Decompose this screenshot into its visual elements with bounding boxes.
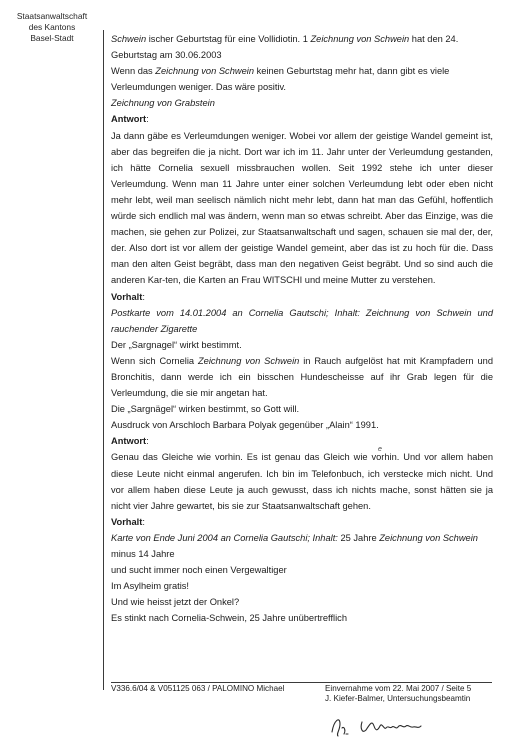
header-line-1: Staatsanwaltschaft <box>16 11 88 21</box>
vorhalt-label: Vorhalt <box>111 516 143 527</box>
antwort-colon: : <box>146 436 149 447</box>
vorhalt-heading-2 <box>111 514 493 530</box>
vorhalt-colon: : <box>142 291 145 302</box>
vorhalt-description: Karte von Ende Juni 2004 an Cornelia Gautschi; Inhalt: <box>111 532 338 543</box>
card-line: Es stinkt nach Cornelia-Schwein, 25 Jahre unübertrefflich <box>111 613 347 624</box>
antwort-label: Antwort <box>111 114 147 125</box>
drawing-note: Zeichnung von Schwein <box>197 355 300 366</box>
antwort-colon: : <box>146 114 149 125</box>
quote-paragraph <box>111 353 493 401</box>
handwritten-signature <box>328 712 448 740</box>
header-line-3: Basel-Stadt <box>30 33 74 43</box>
handwritten-correction: e <box>378 446 382 454</box>
quote-line: Die „Sargnägel“ wirken bestimmt, so Gott will. <box>111 404 300 415</box>
card-text: ischer Geburtstag für eine Vollidiotin. 1 <box>146 34 311 44</box>
card-text: 25 Jahre <box>337 532 380 543</box>
card-line: Im Asylheim gratis! <box>111 581 190 592</box>
antwort-text-1: Ja dann gäbe es Verleumdungen weniger. Wobei vor allem der geistige Wandel gemeint ist, aber das begreifen die ja nicht. Dort war ich im 11. Jahr unter der Verleumdung gestanden, ich hätte Cornelia sexuell missbrauchen wollen. Seit 1992 stehe ich unter dieser Verleumdung. Wenn man 11 Jahre unter einer solchen Verleumdung lebt oder eben nicht mehr lebt, weil man seelisch nämlich nicht mehr lebt, dann hat man das Gefühl, hoffentlich würde sich endlich mal was ändern, wenn man so etwas schreibt. Aber das Einzige, was die machen, sie gehen zur Polizei, zur Staatsanwaltschaft und sagen, schauen sie mal der, der, der. Also dort ist vor allem der geistige Wandel gemeint, aber das ist zu hoch für die. Dass man den alten Geist begräbt, dass man den negativen Geist begräbt. Und so sind auch die anderen Kar-ten, die Karten an Frau WITSCHI und meine Mutter zu verstehen. <box>111 130 493 286</box>
card-text: in Rauch aufgelöst hat mit Krampfadern und Bronchitis, dann werde ich ein bisschen Hundescheisse auf ihr Grab legen für die Verleumdung, die sie mir angetan hat. <box>111 355 493 399</box>
quote-line: Ausdruck von Arschloch Barbara Polyak gegenüber „Alain“ 1991. <box>111 420 379 431</box>
vorhalt-text-2 <box>111 530 493 562</box>
antwort-label: Antwort <box>111 436 147 447</box>
drawing-note: Zeichnung von Schwein <box>310 34 410 44</box>
card-text: hat den 24. Geburtstag am 30.06.2003 <box>111 34 459 61</box>
drawing-note: Zeichnung von Schwein <box>155 66 254 77</box>
card-line: Und wie heisst jetzt der Onkel? <box>111 597 240 608</box>
vorhalt-heading-1 <box>111 289 493 305</box>
drawing-note: Zeichnung von Schwein <box>379 532 478 543</box>
drawing-note: Schwein <box>111 34 147 44</box>
antwort-text: Genau das Gleiche wie vorhin. Es ist genau das Gleich wie vorhin. Und vor allem haben diese Leute nicht einmal angerufen. Ich bin im Telefonbuch, ich verstecke mich nicht. Und vor allem haben diese Leute ja auch gewusst, dass ich nichts mache, sonst hätten sie ja nicht vier Jahre gewartet, bis sie zur Staatsanwaltschaft gehen. <box>111 452 493 511</box>
card-text-line-2 <box>111 63 493 95</box>
vorhalt-label: Vorhalt <box>111 291 143 302</box>
antwort-heading-2 <box>111 433 493 449</box>
authority-header <box>12 11 92 44</box>
footer-rule <box>111 682 492 683</box>
card-line: und sucht immer noch einen Vergewaltiger <box>111 565 287 576</box>
footer-reference: V336.6/04 & V051125 063 / PALOMINO Michael <box>111 684 285 693</box>
transcript-body <box>111 31 493 626</box>
footer-info <box>325 684 471 704</box>
vorhalt-text-1: Postkarte vom 14.01.2004 an Cornelia Gautschi; Inhalt: Zeichnung von Schwein und rauchender Zigarette <box>111 307 493 334</box>
drawing-note-grabstein: Zeichnung von Grabstein <box>111 98 215 109</box>
card-text: keinen Geburtstag mehr hat, dann gibt es viele Verleumdungen weniger. Das wäre positiv. <box>111 66 450 93</box>
footer-date-page: Einvernahme vom 22. Mai 2007 / Seite 5 <box>325 684 472 693</box>
card-text: Wenn das <box>111 66 156 77</box>
antwort-heading-1 <box>111 111 493 127</box>
vorhalt-colon: : <box>142 516 145 527</box>
quote-line: Der „Sargnagel“ wirkt bestimmt. <box>111 339 242 350</box>
margin-rule <box>103 30 104 690</box>
card-text: minus 14 Jahre <box>111 549 175 559</box>
footer-officer: J. Kiefer-Balmer, Untersuchungsbeamtin <box>325 694 471 703</box>
antwort-text-2 <box>111 446 493 513</box>
card-text: Wenn sich Cornelia <box>111 355 198 366</box>
card-text-line-1 <box>111 31 493 63</box>
header-line-2: des Kantons <box>28 22 76 32</box>
